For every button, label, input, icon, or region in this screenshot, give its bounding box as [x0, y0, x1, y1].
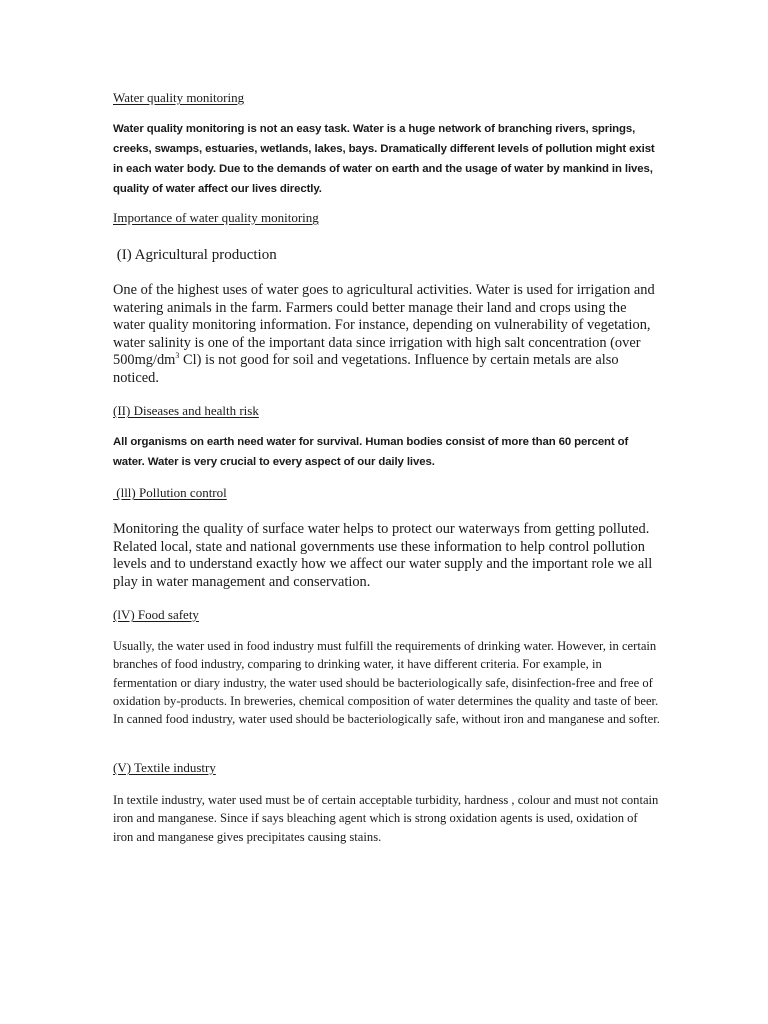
section-heading-food-safety: (lV) Food safety	[113, 607, 199, 622]
agricultural-body-text: One of the highest uses of water goes to agricultural activities. Water is used for irrigation and watering animals in the farm. Farmers could better manage their land and crops using the water quality monitoring information. For instance, depending on vulnerability of vegetation, water salinity is one of the important data since irrigation with high salt concentration (over 500mg/dm	[113, 282, 655, 369]
section-body-pollution-control: Monitoring the quality of surface water helps to protect our waterways from getting polluted. Related local, state and national governments use these information to help control pollution levels and to understand exactly how we affect our water supply and the important role we all play in water management and conservation.	[113, 521, 653, 590]
section-heading-agricultural-production: (I) Agricultural production	[113, 247, 277, 263]
section-heading-textile-industry: (V) Textile industry	[113, 760, 216, 775]
section-body-textile-industry: In textile industry, water used must be of certain acceptable turbidity, hardness , colour and must not contain iron and manganese. Since if says bleaching agent which is strong oxidation agents is used, oxidation of iron and manganese gives precipitates causing stains.	[113, 793, 659, 844]
document-title: Water quality monitoring	[113, 90, 245, 105]
section-body-food-safety: Usually, the water used in food industry must fulfill the requirements of drinking water. However, in certain branches of food industry, comparing to drinking water, it have different criteria. For example, in fermentation or diary industry, the water used should be bacteriologically safe, disinfection-free and free of oxidation by-products. In breweries, chemical composition of water determines the quality and taste of beer. In canned food industry, water used should be bacteriologically safe, without iron and manganese and softer.	[113, 639, 660, 727]
agricultural-body-text-cont: Cl) is not good for soil and vegetations. Influence by certain metals are also noticed.	[113, 352, 619, 386]
section-body-agricultural-production	[113, 282, 661, 388]
importance-heading: Importance of water quality monitoring	[113, 210, 319, 225]
section-heading-diseases-health-risk: (II) Diseases and health risk	[113, 403, 259, 418]
superscript-3: 3	[175, 351, 180, 361]
section-body-diseases-health-risk: All organisms on earth need water for survival. Human bodies consist of more than 60 percent of water. Water is very crucial to every aspect of our daily lives.	[113, 436, 629, 468]
section-heading-pollution-control: (lll) Pollution control	[113, 485, 227, 500]
intro-paragraph: Water quality monitoring is not an easy task. Water is a huge network of branching rivers, springs, creeks, swamps, estuaries, wetlands, lakes, bays. Dramatically different levels of pollution might exist in each water body. Due to the demands of water on earth and the usage of water by mankind in lives, quality of water affect our lives directly.	[113, 123, 655, 195]
